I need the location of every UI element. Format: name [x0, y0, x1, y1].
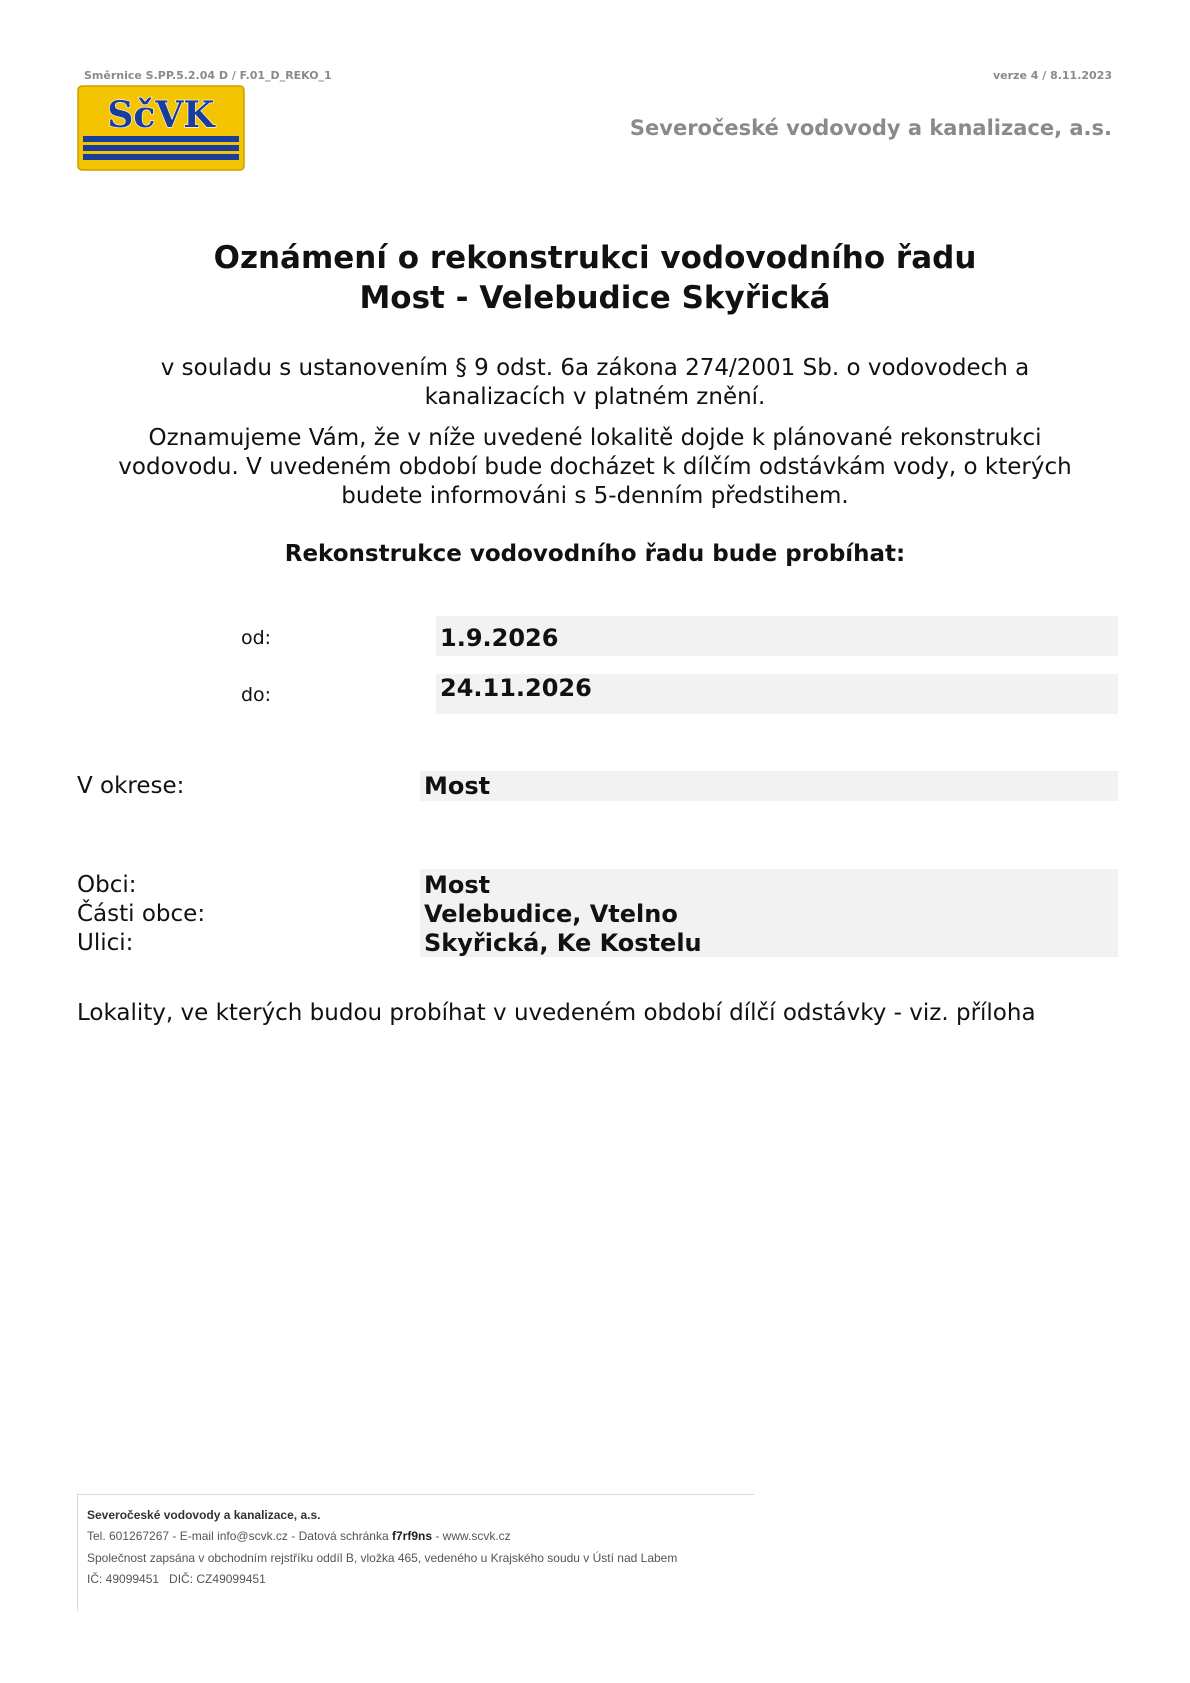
legal-line-1: v souladu s ustanovením § 9 odst. 6a zákona 274/2001 Sb. o vodovodech a [160, 355, 1030, 381]
district-label: V okrese: [77, 773, 185, 799]
municipality-value: Most [424, 871, 491, 899]
logo-text: SčVK [107, 94, 215, 136]
footer-contact-suffix: - www.scvk.cz [432, 1529, 511, 1543]
scvk-logo [77, 85, 245, 171]
document-version: verze 4 / 8.11.2023 [992, 69, 1112, 82]
schedule-heading: Rekonstrukce vodovodního řadu bude probíhat: [284, 541, 906, 567]
notice-line-2: vodovodu. V uvedeném období bude docházet k dílčím odstávkám vody, o kterých [118, 454, 1072, 480]
page-subtitle: Most - Velebudice Skyřická [359, 280, 831, 316]
notice-paragraph [80, 424, 1110, 511]
attachment-note: Lokality, ve kterých budou probíhat v uvedeném období dílčí odstávky - viz. příloha [77, 1000, 1036, 1026]
legal-line-2: kanalizacích v platném znění. [424, 384, 766, 410]
footer-company: Severočeské vodovody a kanalizace, a.s. [87, 1508, 321, 1522]
page-title: Oznámení o rekonstrukci vodovodního řadu [213, 240, 977, 276]
from-label: od: [241, 627, 272, 649]
footer-contact [87, 1529, 511, 1543]
district-value: Most [424, 772, 491, 800]
to-label: do: [241, 684, 272, 706]
footer-ids: IČ: 49099451 DIČ: CZ49099451 [87, 1572, 266, 1586]
district-field [420, 771, 1118, 801]
parts-value: Velebudice, Vtelno [424, 900, 678, 928]
to-date: 24.11.2026 [440, 674, 592, 702]
footer-databox: f7rf9ns [391, 1529, 432, 1543]
parts-label: Části obce: [77, 901, 206, 927]
legal-reference [80, 354, 1110, 412]
document-code: Směrnice S.PP.5.2.04 D / F.01_D_REKO_1 [84, 69, 332, 82]
municipality-label: Obci: [77, 872, 137, 898]
streets-label: Ulici: [77, 930, 134, 956]
streets-value: Skyřická, Ke Kostelu [424, 929, 702, 957]
footer-contact-prefix: Tel. 601267267 - E-mail info@scvk.cz - Datová schránka [87, 1529, 392, 1543]
notice-line-1: Oznamujeme Vám, že v níže uvedené lokalitě dojde k plánované rekonstrukci [148, 425, 1042, 451]
company-name: Severočeské vodovody a kanalizace, a.s. [629, 116, 1112, 140]
notice-line-3: budete informováni s 5-denním předstihem. [341, 483, 849, 509]
from-date: 1.9.2026 [440, 624, 559, 652]
footer-registry: Společnost zapsána v obchodním rejstříku oddíl B, vložka 465, vedeného u Krajského soudu v Ústí nad Labem [87, 1551, 678, 1565]
